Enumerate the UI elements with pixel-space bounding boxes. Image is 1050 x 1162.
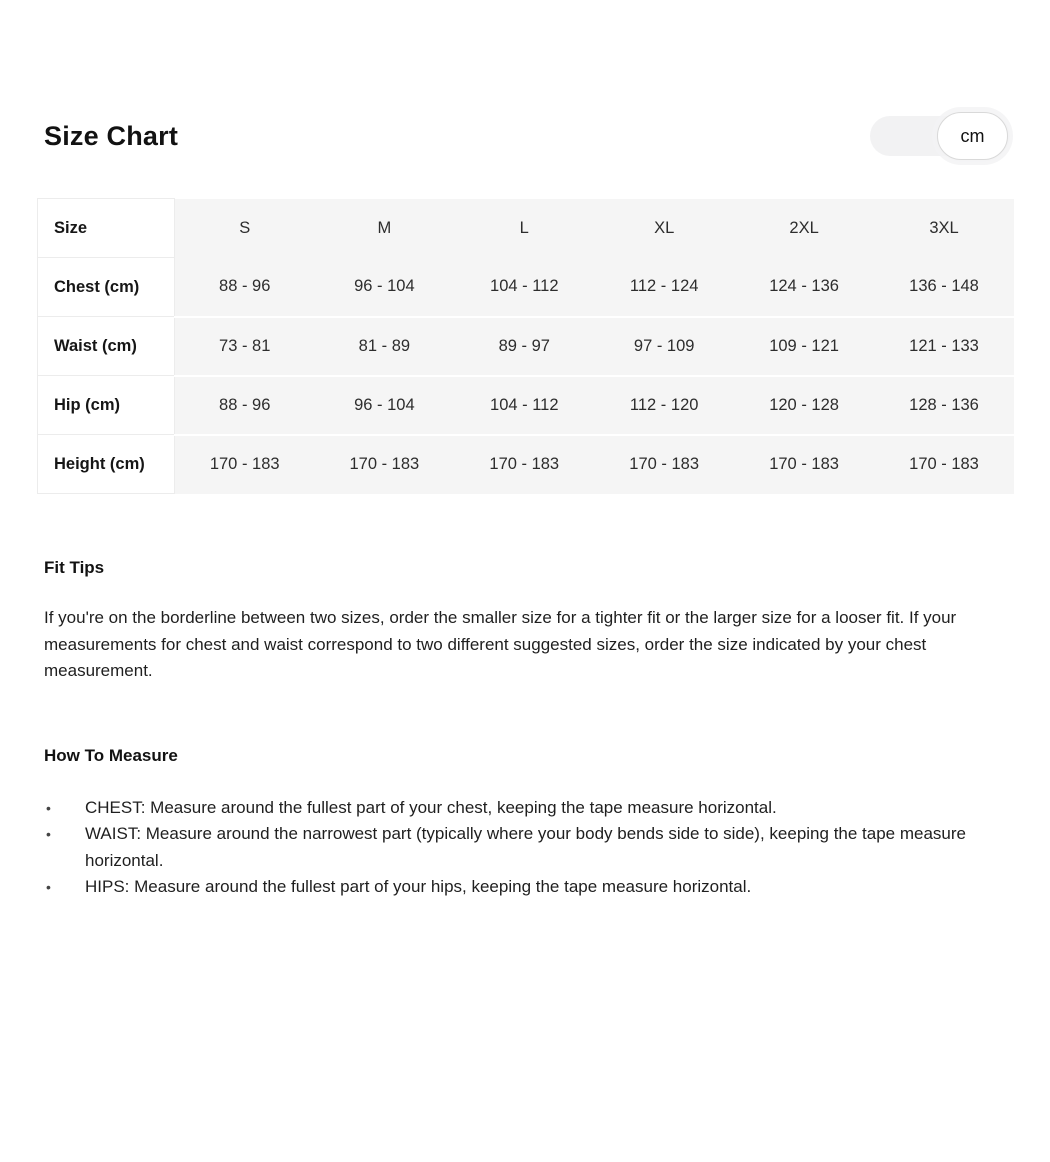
size-table-header	[38, 199, 1015, 258]
size-value-cell: 104 - 112	[454, 376, 594, 435]
size-value-cell: 81 - 89	[314, 317, 454, 376]
bullet-icon: •	[46, 799, 51, 816]
column-header-s: S	[175, 199, 315, 258]
size-table-body	[38, 258, 1015, 494]
size-value-cell: 124 - 136	[734, 258, 874, 317]
measure-list-item: • HIPS: Measure around the fullest part of your hips, keeping the tape measure horizontal.	[44, 874, 1006, 901]
size-value-cell: 170 - 183	[734, 435, 874, 494]
size-value-cell: 170 - 183	[314, 435, 454, 494]
table-header-row	[38, 199, 1015, 258]
row-label: Height (cm)	[38, 435, 175, 494]
unit-toggle-knob[interactable]	[937, 112, 1008, 160]
bullet-icon: •	[46, 879, 51, 896]
size-value-cell: 170 - 183	[874, 435, 1014, 494]
measure-list-item: • WAIST: Measure around the narrowest part (typically where your body bends side to side), keeping the tape measure horizontal.	[44, 821, 1006, 874]
size-value-cell: 109 - 121	[734, 317, 874, 376]
size-value-cell: 96 - 104	[314, 258, 454, 317]
size-value-cell: 88 - 96	[175, 376, 315, 435]
bullet-icon: •	[46, 826, 51, 843]
size-value-cell: 88 - 96	[175, 258, 315, 317]
how-to-measure-heading: How To Measure	[44, 745, 178, 765]
size-value-cell: 170 - 183	[594, 435, 734, 494]
size-column-label: Size	[38, 199, 175, 258]
table-row	[38, 376, 1015, 435]
page-title: Size Chart	[44, 120, 179, 151]
size-value-cell: 170 - 183	[175, 435, 315, 494]
row-label: Hip (cm)	[38, 376, 175, 435]
table-row	[38, 435, 1015, 494]
size-value-cell: 104 - 112	[454, 258, 594, 317]
size-value-cell: 97 - 109	[594, 317, 734, 376]
size-value-cell: 89 - 97	[454, 317, 594, 376]
column-header-m: M	[314, 199, 454, 258]
size-value-cell: 112 - 120	[594, 376, 734, 435]
size-value-cell: 96 - 104	[314, 376, 454, 435]
table-row	[38, 258, 1015, 317]
fit-tips-heading: Fit Tips	[44, 558, 105, 577]
size-value-cell: 128 - 136	[874, 376, 1014, 435]
size-value-cell: 136 - 148	[874, 258, 1014, 317]
row-label: Chest (cm)	[38, 258, 175, 317]
size-value-cell: 170 - 183	[454, 435, 594, 494]
unit-toggle-label: cm	[960, 125, 985, 146]
column-header-xl: XL	[594, 199, 734, 258]
size-value-cell: 120 - 128	[734, 376, 874, 435]
size-table	[37, 198, 1014, 494]
table-row	[38, 317, 1015, 376]
size-value-cell: 73 - 81	[175, 317, 315, 376]
size-value-cell: 112 - 124	[594, 258, 734, 317]
column-header-3xl: 3XL	[874, 199, 1014, 258]
fit-tips-text: If you're on the borderline between two sizes, order the smaller size for a tighter fit or the larger size for a looser fit. If your measurements for chest and waist correspond to two different suggested sizes, order the size indicated by your chest measurement.	[44, 608, 957, 680]
column-header-2xl: 2XL	[734, 199, 874, 258]
page-header	[44, 112, 1006, 160]
size-chart-page	[0, 112, 1050, 901]
measure-list	[44, 795, 1006, 901]
column-header-l: L	[454, 199, 594, 258]
row-label: Waist (cm)	[38, 317, 175, 376]
measure-list-item: • CHEST: Measure around the fullest part of your chest, keeping the tape measure horizontal.	[44, 795, 1006, 822]
unit-toggle[interactable]	[870, 116, 1010, 156]
size-value-cell: 121 - 133	[874, 317, 1014, 376]
